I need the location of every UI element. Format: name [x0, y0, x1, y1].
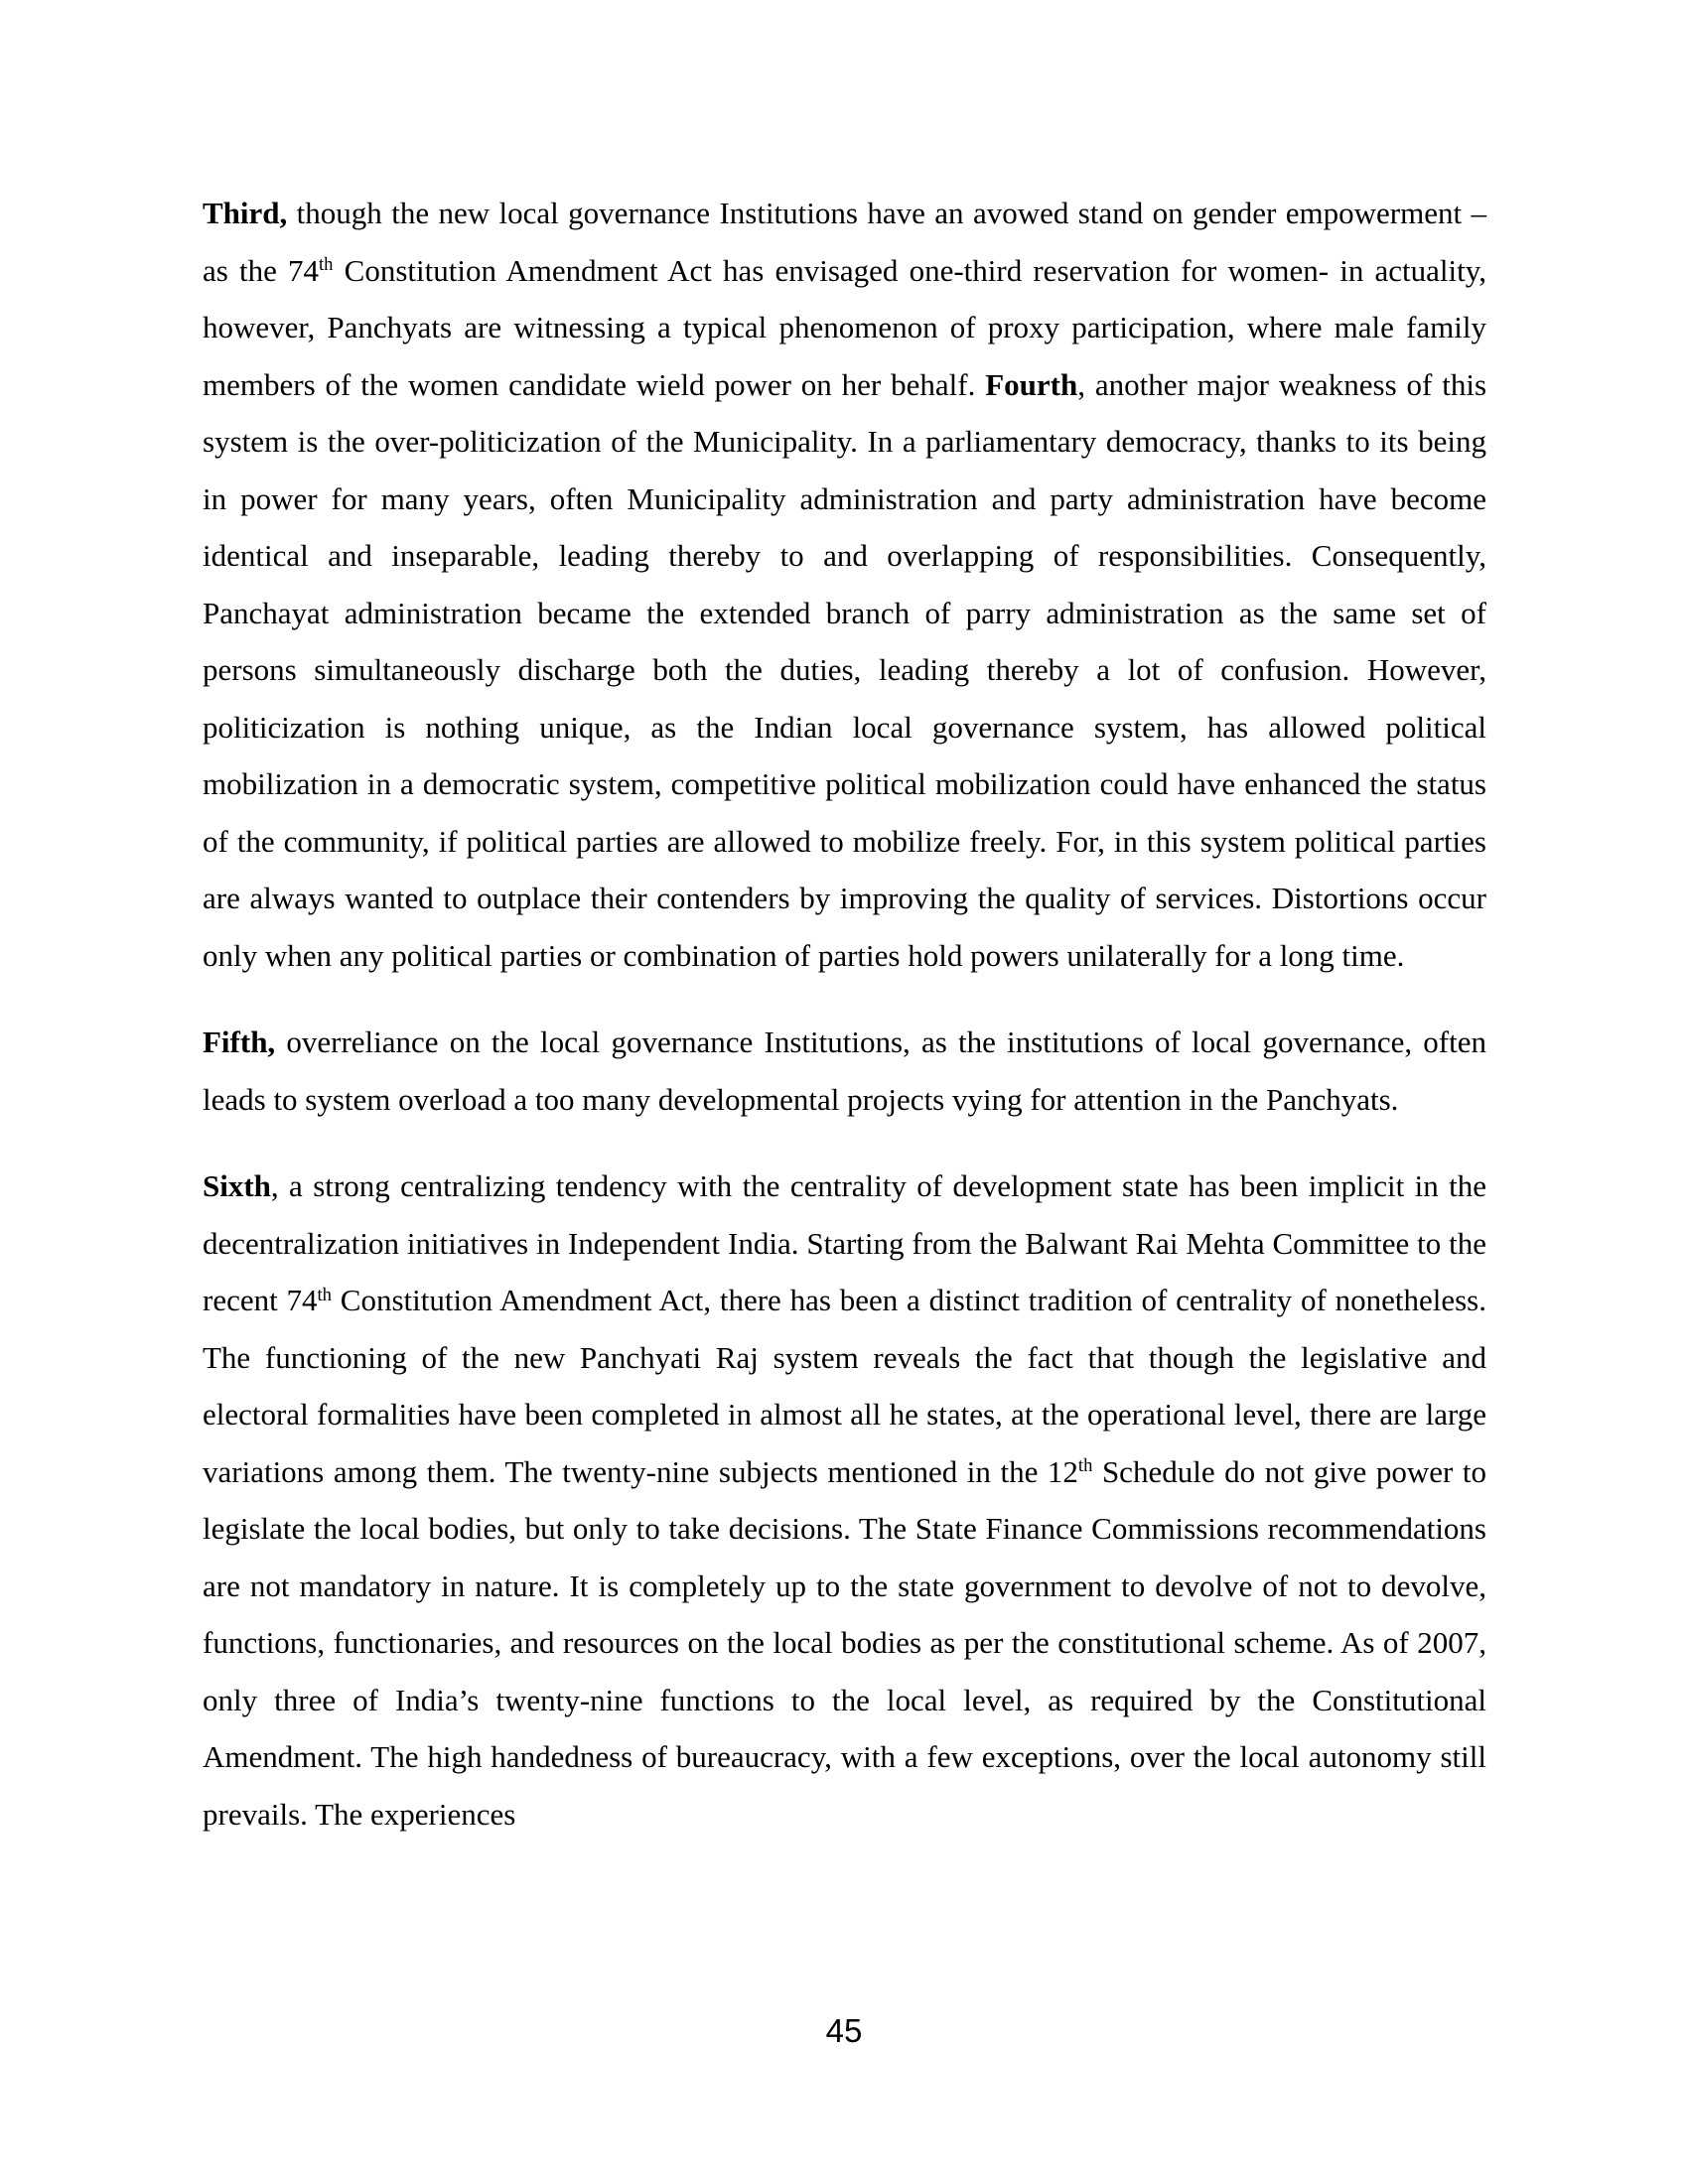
- paragraph-2: [203, 1014, 1486, 1128]
- bold-text-run: Third,: [203, 196, 288, 230]
- superscript-text: th: [1077, 1455, 1093, 1477]
- paragraph-3: [203, 1158, 1486, 1843]
- text-run: Schedule do not give power to legislate the local bodies, but only to take decisions. The State Finance Commissions recommendations are not mandatory in nature. It is completely up to the state government to devolve of not to devolve, functions, functionaries, and resources on the local bodies as per the constitutional scheme. As of 2007, only three of India’s twenty-nine functions to the local level, as required by the Constitutional Amendment. The high handedness of bureaucracy, with a few exceptions, over the local autonomy still prevails. The experiences: [203, 1453, 1486, 1832]
- page-body-text: [203, 185, 1486, 1843]
- text-run: though the new local governance Institutions have an avowed stand on gender empowerment –as the 74: [203, 196, 1486, 288]
- text-run: overreliance on the local governance Institutions, as the institutions of local governance, often leads to system overload a too many developmental projects vying for attention in the Panchyats.: [203, 1024, 1486, 1117]
- page-number: 45: [825, 2012, 863, 2049]
- bold-text-run: Fourth: [985, 366, 1078, 402]
- superscript-text: th: [319, 254, 334, 276]
- text-run: , a strong centralizing tendency with the centrality of development state has been implicit in the decentralization initiatives in Independent India. Starting from the Balwant Rai Mehta Committee to the recent 74: [203, 1168, 1486, 1317]
- text-run: , another major weakness of this system is the over-politicization of the Municipality. In a parliamentary democracy, thanks to its being in power for many years, often Municipality administration and party administration have become identical and inseparable, leading thereby to and overlapping of responsibilities. Consequently, Panchayat administration became the extended branch of parry administration as the same set of persons simultaneously discharge both the duties, leading thereby a lot of confusion. However, politicization is nothing unique, as the Indian local governance system, has allowed political mobilization in a democratic system, competitive political mobilization could have enhanced the status of the community, if political parties are allowed to mobilize freely. For, in this system political parties are always wanted to outplace their contenders by improving the quality of services. Distortions occur only when any political parties or combination of parties hold powers unilaterally for a long time.: [203, 366, 1487, 973]
- superscript-text: th: [317, 1284, 332, 1305]
- text-run: Constitution Amendment Act, there has been a distinct tradition of centrality of nonetheless. The functioning of the new Panchyati Raj system reveals the fact that though the legislative and electoral formalities have been completed in almost all he states, at the operational level, there are large variations among them. The twenty-nine subjects mentioned in the 12: [203, 1283, 1486, 1489]
- text-run: Constitution Amendment Act has envisaged one-third reservation for women- in actuality, however, Panchyats are witnessing a typical phenomenon of proxy participation, where male family members of the women candidate wield power on her behalf.: [203, 252, 1486, 402]
- bold-text-run: Sixth: [203, 1168, 271, 1203]
- paragraph-1: [203, 185, 1486, 984]
- bold-text-run: Fifth,: [203, 1024, 276, 1059]
